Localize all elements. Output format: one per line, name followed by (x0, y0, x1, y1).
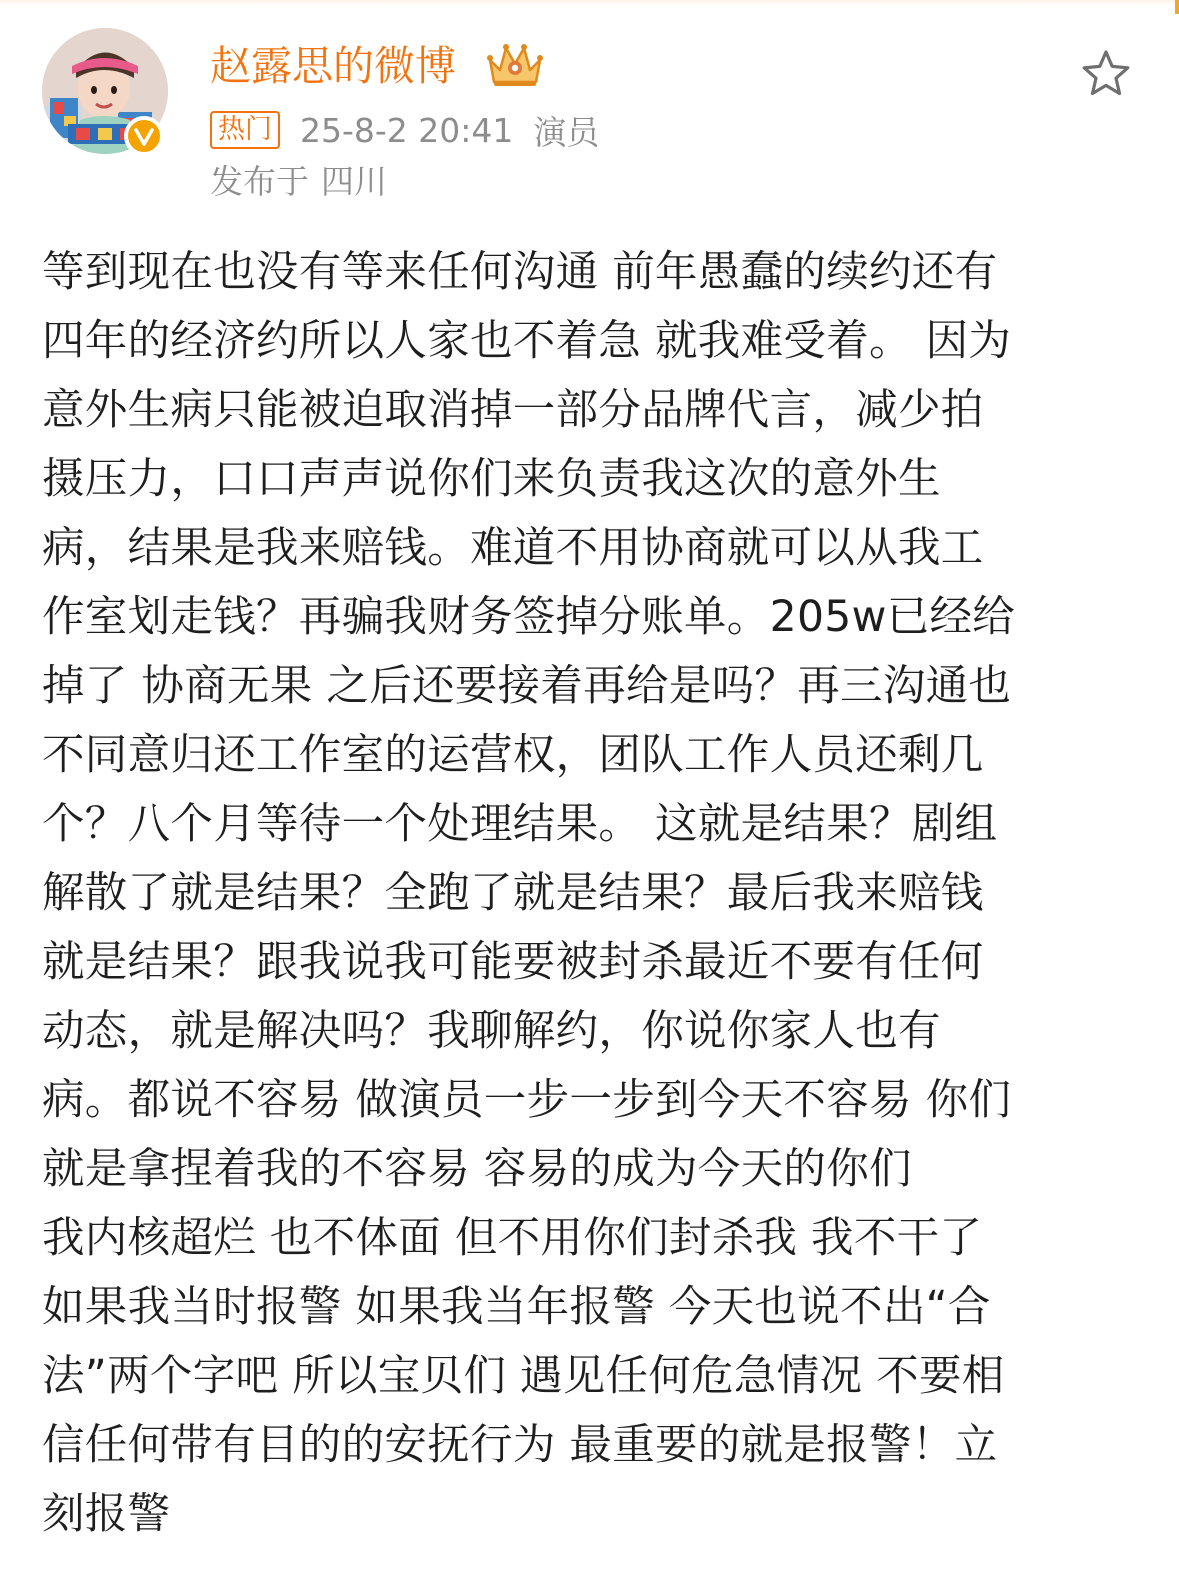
post-line: 我内核超烂 也不体面 但不用你们封杀我 我不干了 (42, 1214, 983, 1263)
top-edge (0, 0, 1179, 6)
corner-accent (1175, 0, 1179, 14)
star-outline-icon[interactable] (1080, 48, 1132, 98)
post-line: 四年的经济约所以人家也不着急 就我难受着。 因为 (42, 317, 1012, 366)
hot-badge: 热门 (210, 111, 280, 149)
post-line: 解散了就是结果？全跑了就是结果？最后我来赔钱 (42, 869, 984, 918)
crown-icon (486, 40, 544, 90)
post-meta (210, 108, 599, 152)
post-line: 动态，就是解决吗？我聊解约，你说你家人也有 (42, 1007, 941, 1056)
post-body (42, 238, 1137, 1549)
post-line: 就是拿捏着我的不容易 容易的成为今天的你们 (42, 1145, 912, 1194)
post-line: 意外生病只能被迫取消掉一部分品牌代言，减少拍 (42, 386, 984, 435)
post-line: 不同意归还工作室的运营权，团队工作人员还剩几 (42, 731, 984, 780)
post-line: 如果我当时报警 如果我当年报警 今天也说不出“合 (42, 1283, 991, 1332)
user-name[interactable]: 赵露思的微博 (210, 42, 456, 90)
location-label: 发布于 (210, 162, 309, 201)
post-line: 病。都说不容易 做演员一步一步到今天不容易 你们 (42, 1076, 1012, 1125)
post-line: 就是结果？跟我说我可能要被封杀最近不要有任何 (42, 938, 984, 987)
post-line: 信任何带有目的的安抚行为 最重要的就是报警！立 (42, 1421, 998, 1470)
post-line: 摄压力，口口声声说你们来负责我这次的意外生 (42, 455, 941, 504)
post-line: 刻报警 (42, 1490, 171, 1539)
post-line: 掉了 协商无果 之后还要接着再给是吗？再三沟通也 (42, 662, 1012, 711)
post-line: 法”两个字吧 所以宝贝们 遇见任何危急情况 不要相 (42, 1352, 1005, 1401)
location-value: 四川 (321, 162, 387, 201)
verified-v-icon (124, 116, 164, 156)
post-tag: 演员 (533, 112, 600, 152)
post-line: 作室划走钱？再骗我财务签掉分账单。205w已经给 (42, 593, 1016, 642)
post-time: 25-8-2 20:41 (300, 110, 514, 150)
post-line: 等到现在也没有等来任何沟通 前年愚蠢的续约还有 (42, 248, 998, 297)
post-location (210, 160, 387, 204)
post-line: 病，结果是我来赔钱。难道不用协商就可以从我工 (42, 524, 984, 573)
post-line: 个？八个月等待一个处理结果。 这就是结果？剧组 (42, 800, 998, 849)
